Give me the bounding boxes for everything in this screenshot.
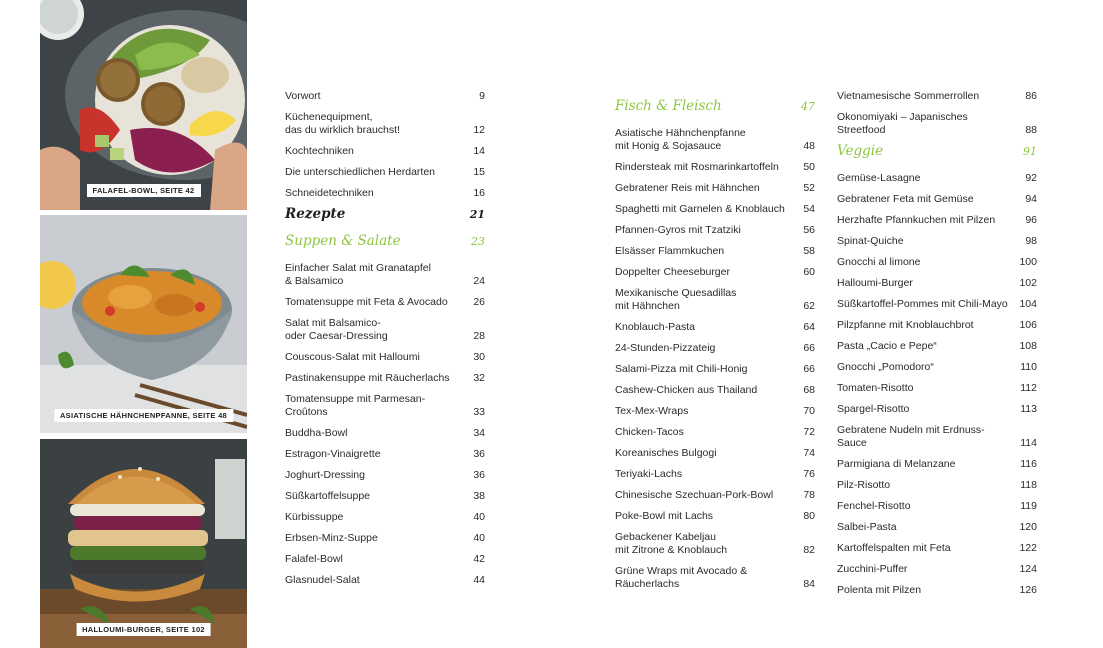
toc-entry	[837, 340, 1037, 353]
page-number: 82	[803, 544, 815, 556]
page-number: 66	[803, 363, 815, 375]
entry-title: Vietnamesische Sommerrollen	[837, 90, 980, 102]
toc-entry	[615, 447, 815, 460]
entry-title: Salami-Pizza mit Chili-Honig	[615, 363, 748, 375]
page-number: 106	[1019, 319, 1037, 331]
page-number: 114	[1020, 437, 1037, 449]
entry-title: Erbsen-Minz-Suppe	[285, 532, 378, 544]
toc-entry	[285, 111, 485, 137]
halloumi-burger-illustration	[40, 439, 247, 648]
entry-title: Couscous-Salat mit Halloumi	[285, 351, 420, 363]
toc-entry	[285, 187, 485, 200]
toc-entry	[837, 563, 1037, 576]
toc-entry	[285, 166, 485, 179]
page-number: 26	[473, 296, 485, 308]
section-title: Suppen & Salate	[285, 233, 401, 249]
page-number: 40	[473, 532, 485, 544]
entry-title: Koreanisches Bulgogi	[615, 447, 717, 459]
page-number: 68	[803, 384, 815, 396]
entry-title: Pasta „Cacio e Pepe“	[837, 340, 937, 352]
entry-title: Gebratener Reis mit Hähnchen	[615, 182, 760, 194]
toc-entry	[615, 405, 815, 418]
entry-title: Gnocchi al limone	[837, 256, 921, 268]
toc-entry	[285, 262, 485, 288]
entry-title: Gebackener Kabeljau mit Zitrone & Knoblauch	[615, 531, 728, 556]
toc-entry	[615, 531, 815, 557]
toc-entry	[837, 214, 1037, 227]
toc-entry	[837, 521, 1037, 534]
toc-entry	[615, 127, 815, 153]
toc-entry	[615, 266, 815, 279]
page-number: 96	[1025, 214, 1037, 226]
page-number: 76	[803, 468, 815, 480]
toc-column-1	[285, 90, 485, 595]
page-number: 56	[803, 224, 815, 236]
page-number: 104	[1019, 298, 1037, 310]
toc-entry	[615, 182, 815, 195]
entry-title: Poke-Bowl mit Lachs	[615, 510, 714, 522]
page-number: 126	[1019, 584, 1037, 596]
page-number: 14	[473, 145, 485, 157]
entry-title: Glasnudel-Salat	[285, 574, 360, 586]
entry-title: Tomaten-Risotto	[837, 382, 914, 394]
toc-entry	[285, 574, 485, 587]
page-number: 92	[1025, 172, 1037, 184]
toc-entry	[615, 342, 815, 355]
entry-title: Gnocchi „Pomodoro“	[837, 361, 934, 373]
page-number: 88	[1025, 124, 1037, 136]
page-number: 80	[803, 510, 815, 522]
entry-title: Spaghetti mit Garnelen & Knoblauch	[615, 203, 785, 215]
toc-entry	[837, 235, 1037, 248]
entry-title: Okonomiyaki – Japanisches Streetfood	[837, 111, 968, 136]
photo-caption: FALAFEL-BOWL, SEITE 42	[86, 184, 200, 197]
page-number: 113	[1020, 403, 1037, 415]
entry-title: Kürbissuppe	[285, 511, 344, 523]
page-number: 120	[1019, 521, 1037, 533]
toc-entry	[837, 361, 1037, 374]
entry-title: Doppelter Cheeseburger	[615, 266, 730, 278]
toc-entry	[837, 193, 1037, 206]
page-number: 100	[1019, 256, 1037, 268]
toc-entry	[615, 384, 815, 397]
entry-title: Süßkartoffelsuppe	[285, 490, 371, 502]
toc-entry	[285, 145, 485, 158]
page-number: 21	[469, 208, 485, 221]
page-number: 30	[473, 351, 485, 363]
section-heading	[615, 100, 815, 113]
entry-title: Cashew-Chicken aus Thailand	[615, 384, 758, 396]
entry-title: Gebratener Feta mit Gemüse	[837, 193, 974, 205]
page-number: 119	[1020, 500, 1037, 512]
page-number: 78	[803, 489, 815, 501]
section-heading	[837, 145, 1037, 158]
section-heading	[285, 208, 485, 221]
entry-title: Tomatensuppe mit Feta & Avocado	[285, 296, 448, 308]
page-number: 24	[473, 275, 485, 287]
toc-entry	[615, 565, 815, 591]
page-number: 47	[801, 100, 815, 113]
page-number: 64	[803, 321, 815, 333]
entry-title: Süßkartoffel-Pommes mit Chili-Mayo	[837, 298, 1008, 310]
chicken-pan-photo	[40, 215, 247, 433]
toc-entry	[837, 424, 1037, 450]
toc-entry	[837, 90, 1037, 103]
page-number: 124	[1019, 563, 1037, 575]
entry-title: Pfannen-Gyros mit Tzatziki	[615, 224, 741, 236]
section-heading	[285, 235, 485, 248]
toc-entry	[285, 393, 485, 419]
toc-entry	[615, 321, 815, 334]
toc-entry	[285, 351, 485, 364]
entry-title: Joghurt-Dressing	[285, 469, 365, 481]
toc-column-3	[837, 90, 1037, 605]
section-title: Fisch & Fleisch	[615, 98, 722, 114]
entry-title: Herzhafte Pfannkuchen mit Pilzen	[837, 214, 996, 226]
page-number: 86	[1025, 90, 1037, 102]
toc-entry	[285, 490, 485, 503]
page-number: 66	[803, 342, 815, 354]
page-number: 23	[471, 235, 485, 248]
page-number: 60	[803, 266, 815, 278]
entry-title: Chicken-Tacos	[615, 426, 684, 438]
entry-title: Kochtechniken	[285, 145, 354, 157]
page-number: 38	[473, 490, 485, 502]
entry-title: Spinat-Quiche	[837, 235, 904, 247]
toc-entry	[285, 532, 485, 545]
toc-entry	[285, 448, 485, 461]
entry-title: Elsässer Flammkuchen	[615, 245, 725, 257]
toc-entry	[615, 224, 815, 237]
page-number: 36	[473, 469, 485, 481]
toc-entry	[837, 584, 1037, 597]
page-number: 15	[473, 166, 485, 178]
entry-title: Estragon-Vinaigrette	[285, 448, 381, 460]
page-number: 94	[1025, 193, 1037, 205]
page-number: 34	[473, 427, 485, 439]
toc-entry	[285, 90, 485, 103]
toc-entry	[837, 111, 1037, 137]
entry-title: Vorwort	[285, 90, 321, 102]
entry-title: Parmigiana di Melanzane	[837, 458, 956, 470]
entry-title: Tomatensuppe mit Parmesan-Croûtons	[285, 393, 426, 418]
photo-caption: ASIATISCHE HÄHNCHENPFANNE, SEITE 48	[54, 409, 233, 422]
page-number: 98	[1025, 235, 1037, 247]
toc-entry	[615, 468, 815, 481]
falafel-bowl-photo	[40, 0, 247, 210]
toc-entry	[285, 296, 485, 309]
page-number: 108	[1019, 340, 1037, 352]
page-number: 116	[1020, 458, 1037, 470]
entry-title: Salbei-Pasta	[837, 521, 897, 533]
entry-title: Falafel-Bowl	[285, 553, 343, 565]
toc-entry	[615, 510, 815, 523]
photo-caption: HALLOUMI-BURGER, SEITE 102	[76, 623, 211, 636]
toc-entry	[285, 427, 485, 440]
entry-title: Halloumi-Burger	[837, 277, 913, 289]
toc-entry	[285, 553, 485, 566]
entry-title: Gebratene Nudeln mit Erdnuss-Sauce	[837, 424, 985, 449]
entry-title: Teriyaki-Lachs	[615, 468, 683, 480]
section-title: Veggie	[837, 143, 884, 159]
toc-entry	[837, 479, 1037, 492]
toc-entry	[615, 426, 815, 439]
toc-entry	[615, 203, 815, 216]
entry-title: Schneidetechniken	[285, 187, 374, 199]
entry-title: Grüne Wraps mit Avocado & Räucherlachs	[615, 565, 748, 590]
page-number: 72	[803, 426, 815, 438]
toc-entry	[285, 511, 485, 524]
page-number: 50	[803, 161, 815, 173]
page-number: 122	[1019, 542, 1037, 554]
page-number: 52	[803, 182, 815, 194]
entry-title: Gemüse-Lasagne	[837, 172, 921, 184]
page-number: 110	[1020, 361, 1037, 373]
chicken-pan-illustration	[40, 215, 247, 433]
entry-title: Die unterschiedlichen Herdarten	[285, 166, 435, 178]
entry-title: Tex-Mex-Wraps	[615, 405, 689, 417]
entry-title: Fenchel-Risotto	[837, 500, 911, 512]
entry-title: Asiatische Hähnchenpfanne mit Honig & Sojasauce	[615, 127, 746, 152]
toc-entry	[615, 161, 815, 174]
toc-entry	[837, 382, 1037, 395]
toc-entry	[837, 458, 1037, 471]
halloumi-burger-photo	[40, 439, 247, 648]
toc-entry	[285, 372, 485, 385]
page-number: 74	[803, 447, 815, 459]
page-number: 84	[803, 578, 815, 590]
entry-title: Rindersteak mit Rosmarinkartoffeln	[615, 161, 779, 173]
entry-title: Küchenequipment, das du wirklich brauchst!	[285, 111, 400, 136]
toc-entry	[837, 172, 1037, 185]
toc-entry	[837, 256, 1037, 269]
page-number: 12	[473, 124, 485, 136]
toc-entry	[615, 489, 815, 502]
toc-entry	[615, 363, 815, 376]
page-number: 70	[803, 405, 815, 417]
entry-title: 24-Stunden-Pizzateig	[615, 342, 716, 354]
page-number: 9	[479, 90, 485, 102]
page-number: 118	[1020, 479, 1037, 491]
entry-title: Kartoffelspalten mit Feta	[837, 542, 951, 554]
section-title: Rezepte	[285, 206, 346, 222]
toc-entry	[837, 542, 1037, 555]
entry-title: Polenta mit Pilzen	[837, 584, 922, 596]
toc-entry	[615, 287, 815, 313]
entry-title: Spargel-Risotto	[837, 403, 910, 415]
toc-column-2	[615, 94, 815, 599]
toc-entry	[837, 298, 1037, 311]
page-number: 58	[803, 245, 815, 257]
entry-title: Einfacher Salat mit Granatapfel & Balsamico	[285, 262, 431, 287]
toc-entry	[837, 277, 1037, 290]
toc-entry	[615, 245, 815, 258]
entry-title: Mexikanische Quesadillas mit Hähnchen	[615, 287, 737, 312]
toc-entry	[837, 403, 1037, 416]
entry-title: Pastinakensuppe mit Räucherlachs	[285, 372, 450, 384]
toc-entry	[285, 317, 485, 343]
page-number: 102	[1019, 277, 1037, 289]
entry-title: Pilzpfanne mit Knoblauchbrot	[837, 319, 974, 331]
falafel-bowl-illustration	[40, 0, 247, 210]
page-number: 48	[803, 140, 815, 152]
entry-title: Salat mit Balsamico- oder Caesar-Dressing	[285, 317, 388, 342]
page-number: 112	[1020, 382, 1037, 394]
entry-title: Buddha-Bowl	[285, 427, 348, 439]
toc-entry	[837, 319, 1037, 332]
page-number: 36	[473, 448, 485, 460]
toc-entry	[285, 469, 485, 482]
entry-title: Chinesische Szechuan-Pork-Bowl	[615, 489, 774, 501]
page-number: 33	[473, 406, 485, 418]
page-number: 28	[473, 330, 485, 342]
toc-entry	[837, 500, 1037, 513]
entry-title: Pilz-Risotto	[837, 479, 891, 491]
page-number: 91	[1023, 145, 1037, 158]
entry-title: Zucchini-Puffer	[837, 563, 908, 575]
page-number: 62	[803, 300, 815, 312]
page-number: 42	[473, 553, 485, 565]
page-number: 54	[803, 203, 815, 215]
page-number: 44	[473, 574, 485, 586]
page-number: 40	[473, 511, 485, 523]
page-number: 32	[473, 372, 485, 384]
entry-title: Knoblauch-Pasta	[615, 321, 695, 333]
page-number: 16	[473, 187, 485, 199]
